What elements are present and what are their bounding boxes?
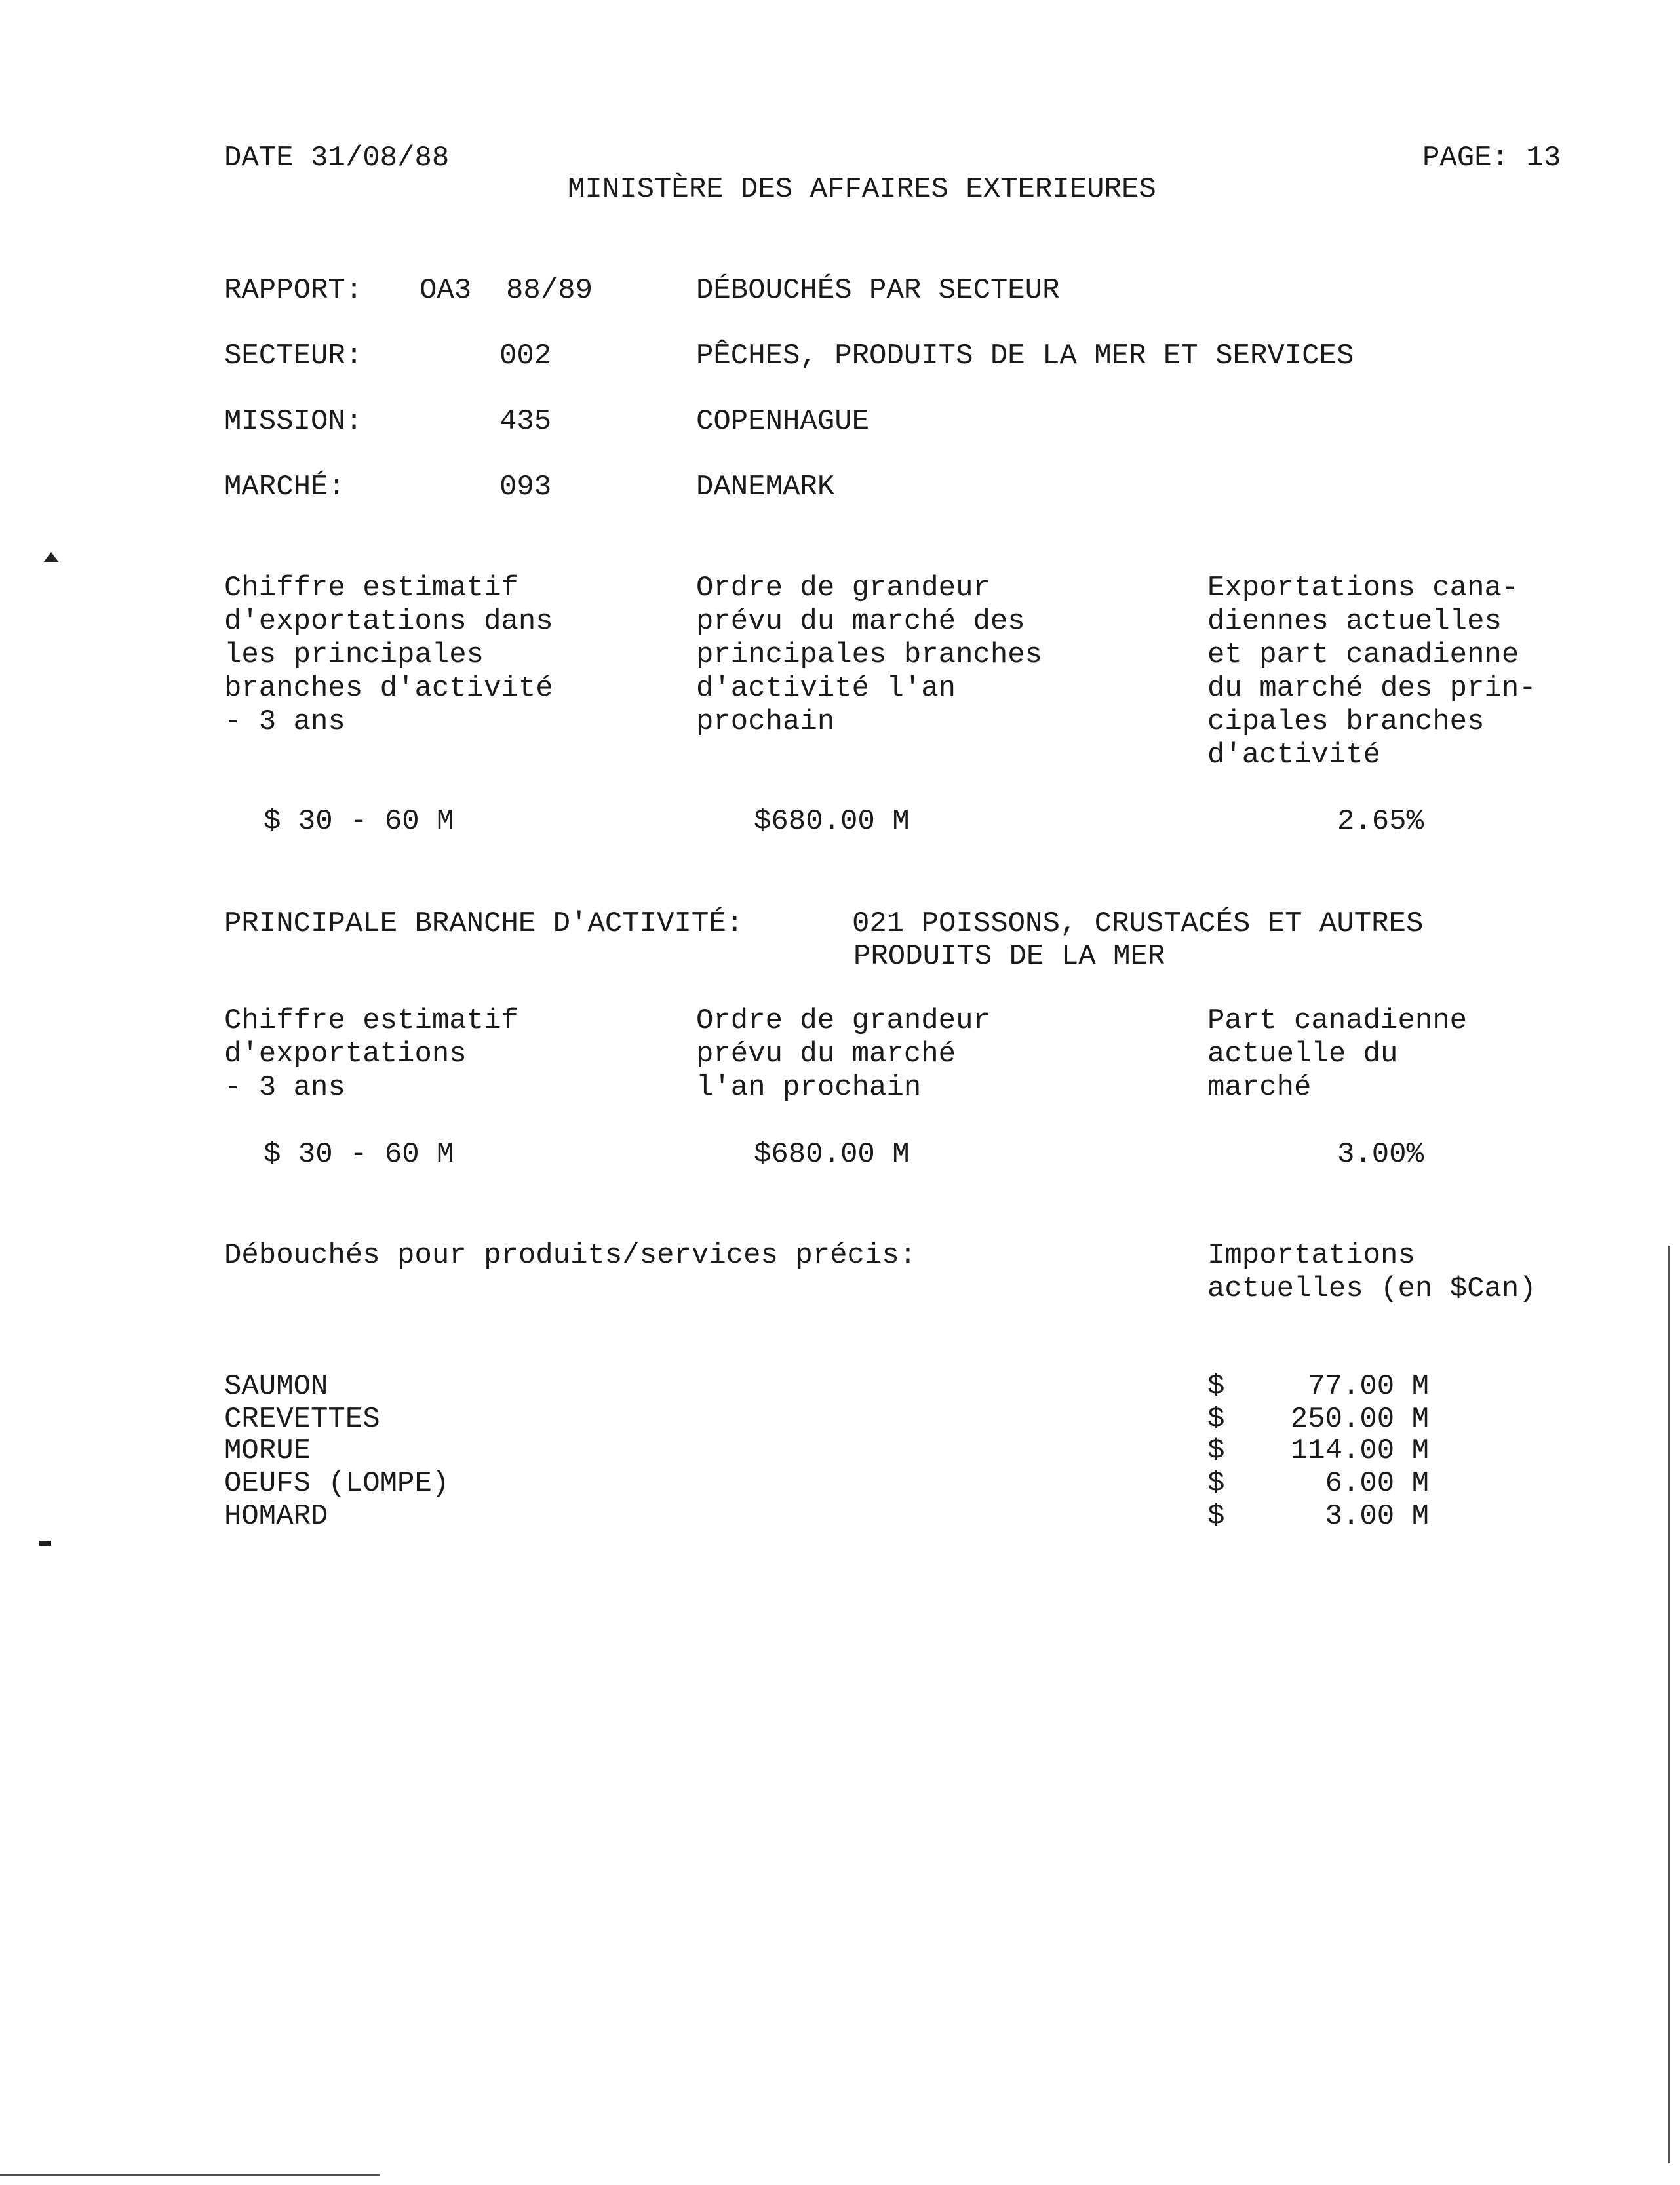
product-currency: $: [1207, 1434, 1225, 1467]
scan-mark: [43, 552, 59, 562]
info-value-marche: DANEMARK: [696, 471, 835, 503]
product-currency: $: [1207, 1370, 1225, 1403]
info-code-mission: 435: [499, 405, 552, 438]
info-code-rapport: OA3 88/89: [420, 274, 593, 307]
s2-header-market-size: Ordre de grandeur prévu du marché l'an prochain: [696, 1004, 990, 1104]
product-amount: 77.00 M: [1308, 1370, 1429, 1403]
info-code-marche: 093: [499, 471, 552, 503]
principale-label: PRINCIPALE BRANCHE D'ACTIVITÉ:: [224, 907, 744, 940]
debouches-label: Débouchés pour produits/services précis:: [224, 1239, 917, 1272]
info-value-secteur: PÊCHES, PRODUITS DE LA MER ET SERVICES: [696, 340, 1354, 372]
s1-value-canadian-share: 2.65%: [1337, 805, 1424, 838]
product-amount: 3.00 M: [1325, 1500, 1429, 1533]
product-currency: $: [1207, 1500, 1225, 1533]
product-amount: 250.00 M: [1290, 1403, 1429, 1436]
s1-value-export-estimate: $ 30 - 60 M: [264, 805, 454, 838]
info-label-secteur: SECTEUR:: [224, 340, 363, 372]
s2-value-market-size: $680.00 M: [754, 1138, 910, 1171]
info-label-marche: MARCHÉ:: [224, 471, 345, 503]
scan-edge-line: [1668, 1246, 1670, 2163]
s2-value-canadian-share: 3.00%: [1337, 1138, 1424, 1171]
s2-value-export-estimate: $ 30 - 60 M: [264, 1138, 454, 1171]
product-amount: 114.00 M: [1290, 1434, 1429, 1467]
info-label-rapport: RAPPORT:: [224, 274, 363, 307]
s1-header-export-estimate: Chiffre estimatif d'exportations dans les principales branches d'activité - 3 ans: [224, 572, 553, 738]
product-name: MORUE: [224, 1434, 311, 1467]
scan-mark: [39, 1541, 51, 1546]
product-amount: 6.00 M: [1325, 1467, 1429, 1500]
page-number: PAGE: 13: [1422, 142, 1561, 174]
scan-edge-line: [0, 2174, 380, 2176]
s1-header-canadian-share: Exportations cana- diennes actuelles et part canadienne du marché des prin- cipales branches d'activité: [1207, 572, 1536, 772]
ministry-title: MINISTÈRE DES AFFAIRES EXTERIEURES: [568, 173, 1156, 206]
product-name: HOMARD: [224, 1500, 328, 1533]
product-currency: $: [1207, 1467, 1225, 1500]
info-label-mission: MISSION:: [224, 405, 363, 438]
info-code-secteur: 002: [499, 340, 552, 372]
product-currency: $: [1207, 1403, 1225, 1436]
report-date: DATE 31/08/88: [224, 142, 450, 174]
imports-header: Importations actuelles (en $Can): [1207, 1239, 1536, 1305]
principale-line2: PRODUITS DE LA MER: [853, 940, 1165, 973]
product-name: CREVETTES: [224, 1403, 380, 1436]
principale-line1: 021 POISSONS, CRUSTACÉS ET AUTRES: [852, 907, 1424, 940]
s2-header-export-estimate: Chiffre estimatif d'exportations - 3 ans: [224, 1004, 518, 1104]
product-name: SAUMON: [224, 1370, 328, 1403]
s1-header-market-size: Ordre de grandeur prévu du marché des principales branches d'activité l'an prochain: [696, 572, 1043, 738]
info-value-mission: COPENHAGUE: [696, 405, 870, 438]
info-value-rapport: DÉBOUCHÉS PAR SECTEUR: [696, 274, 1060, 307]
product-name: OEUFS (LOMPE): [224, 1467, 450, 1500]
s1-value-market-size: $680.00 M: [754, 805, 910, 838]
s2-header-canadian-share: Part canadienne actuelle du marché: [1207, 1004, 1468, 1104]
